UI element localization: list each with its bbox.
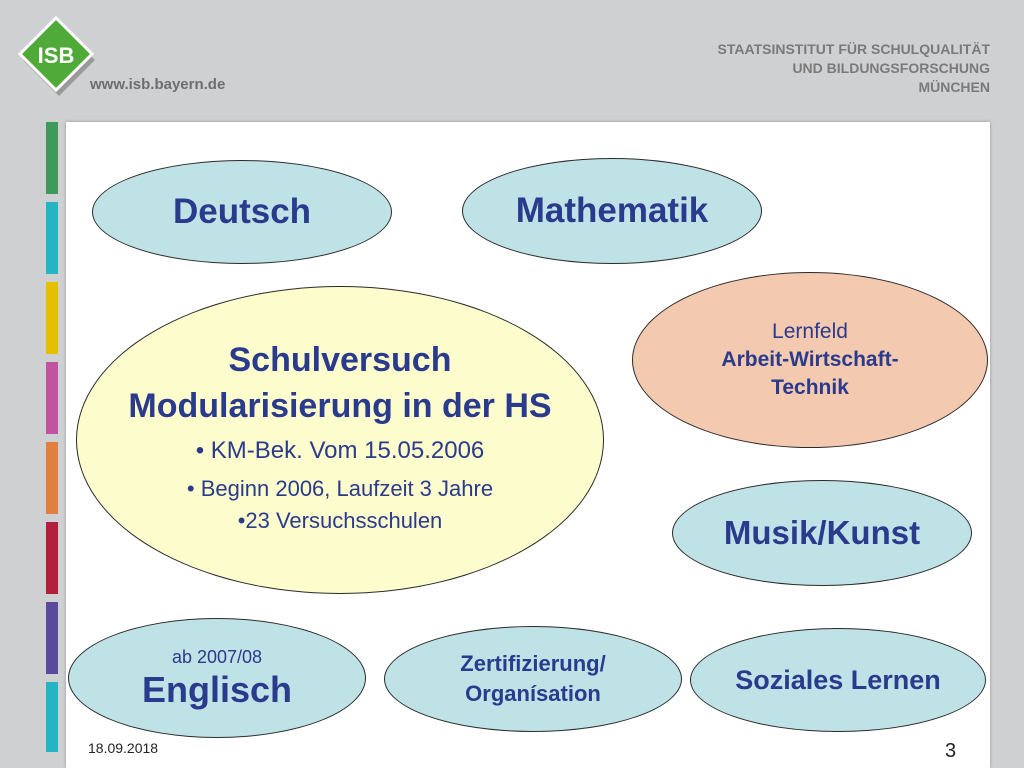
bubble-schulversuch <box>76 286 604 594</box>
englisch-pre: ab 2007/08 <box>171 647 263 667</box>
lernfeld-line2: Arbeit-Wirtschaft- <box>721 348 899 371</box>
bubble-musik-kunst <box>672 480 972 586</box>
center-title-line1: Schulversuch <box>228 341 452 379</box>
center-title-line2: Modularisierung in der HS <box>128 387 552 425</box>
logo-text: ISB <box>37 43 75 68</box>
institute-line: STAATSINSTITUT FÜR SCHULQUALITÄT <box>717 41 990 57</box>
sidebar-bar <box>46 122 58 194</box>
sidebar-bar <box>46 362 58 434</box>
bubble-musik-label: Musik/Kunst <box>723 514 921 551</box>
sidebar-bar <box>46 522 58 594</box>
bubble-soziales-lernen <box>690 628 986 732</box>
bubble-mathematik <box>462 158 762 264</box>
bubble-deutsch-label: Deutsch <box>172 192 312 231</box>
soziales-label: Soziales Lernen <box>735 664 941 695</box>
englisch-main: Englisch <box>141 669 293 710</box>
lernfeld-line3: Technik <box>771 376 849 399</box>
page-number: 3 <box>945 740 957 762</box>
sidebar-bar <box>46 682 58 752</box>
center-bullet-beginn: • Beginn 2006, Laufzeit 3 Jahre <box>186 476 494 501</box>
bubble-mathematik-label: Mathematik <box>515 191 709 230</box>
site-url: www.isb.bayern.de <box>90 76 226 93</box>
bubble-lernfeld <box>632 272 988 448</box>
center-bullet-kmbek: • KM-Bek. Vom 15.05.2006 <box>195 437 485 464</box>
institute-line: MÜNCHEN <box>918 79 990 95</box>
sidebar-bar <box>46 602 58 674</box>
lernfeld-line1: Lernfeld <box>772 320 848 343</box>
sidebar-bar <box>46 282 58 354</box>
sidebar-bar <box>46 442 58 514</box>
zertifizierung-line2: Organísation <box>465 681 601 706</box>
zertifizierung-line1: Zertifizierung/ <box>460 651 606 676</box>
center-bullet-schulen: •23 Versuchsschulen <box>237 508 443 533</box>
institute-name <box>718 40 990 97</box>
bubble-zertifizierung <box>384 626 682 732</box>
sidebar-bar <box>46 202 58 274</box>
footer-date: 18.09.2018 <box>88 740 159 756</box>
header <box>0 0 1024 120</box>
isb-logo <box>14 14 98 98</box>
bubble-deutsch <box>92 160 392 264</box>
bubble-englisch <box>68 618 366 738</box>
institute-line: UND BILDUNGSFORSCHUNG <box>792 60 990 76</box>
